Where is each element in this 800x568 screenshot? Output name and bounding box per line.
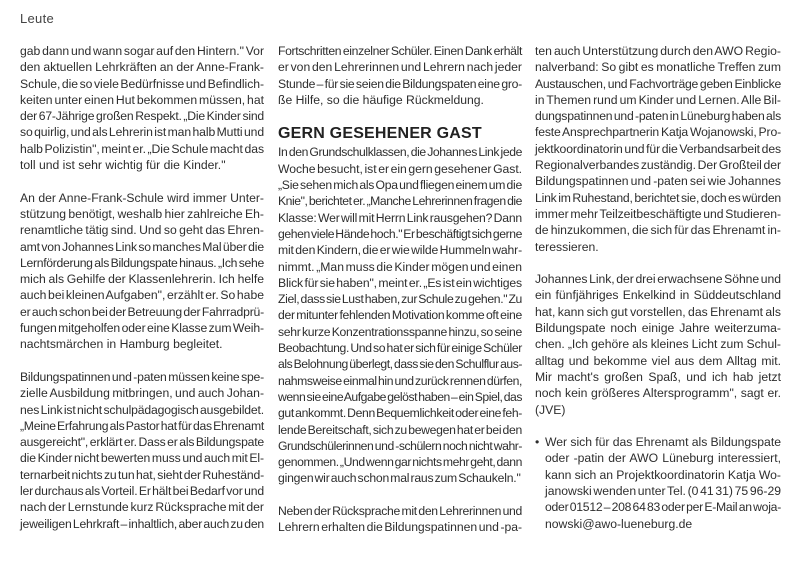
text-line: wenn sie eine Aufgabe gelöst haben – ein Spiel, das bbox=[278, 389, 522, 404]
paragraph bbox=[20, 190, 264, 353]
text-line: immer mehr Teilzeitbeschäftigte und Studieren- bbox=[535, 206, 781, 221]
text-line: nalverband: So gibt es monatliche Treffen zum bbox=[535, 60, 781, 75]
text-line: er von den Lehrerinnen und Lehrern nach jeder bbox=[278, 60, 522, 75]
text-line: ten auch Unterstützung durch den AWO Regio- bbox=[535, 44, 781, 58]
text-line: er auch schon bei der Betreuung der Fahrradprü- bbox=[20, 304, 264, 319]
text-line: mit den Kindern, die er wie wilde Hummeln wahr- bbox=[278, 243, 522, 258]
text-line: gab dann und wann sogar auf den Hintern." Vor bbox=[20, 44, 264, 58]
text-line: nes Link ist nicht schulpädagogisch ausgebildet. bbox=[20, 402, 264, 417]
text-line: ternarbeit nichts zu tun hat, sieht der Ruheständ- bbox=[20, 467, 264, 482]
text-line: gehen viele Hände hoch." Er beschäftigt sich gerne bbox=[278, 226, 522, 241]
text-line: mich als Gehilfe der Klassenlehrerin. Ich helfe bbox=[20, 272, 264, 287]
text-line: oder 01512 – 208 64 83 oder per E-Mail an woja- bbox=[545, 500, 781, 515]
section-label: Leute bbox=[20, 11, 55, 26]
text-line: Woche besucht, ist er ein gern gesehener Gast. bbox=[278, 161, 522, 176]
text-line: Bildungspatinnen und -paten müssen keine spe- bbox=[20, 369, 264, 384]
text-line: oder -patin der AWO Lüneburg interessiert, bbox=[545, 451, 781, 466]
text-line: Bildungspatinnen und -paten sei wie Johannes bbox=[535, 174, 781, 189]
text-line: nahmsweise einmal hin und zurück rennen dürfen, bbox=[278, 373, 522, 388]
text-line: teressieren. bbox=[535, 239, 599, 254]
text-line: der mitunter fehlenden Motivation komme oft eine bbox=[278, 308, 522, 323]
text-line: „Sie sehen mich als Opa und fliegen einem um die bbox=[278, 178, 522, 193]
text-line: Mir macht's großen Spaß, und ich hab jetzt bbox=[535, 369, 781, 384]
text-line: Lehrern erhalten die Bildungspatinnen und -pa- bbox=[278, 520, 522, 535]
article-column-1 bbox=[20, 43, 264, 548]
text-line: toll und ist sehr wichtig für die Kinder." bbox=[20, 158, 226, 173]
text-line: Schule, die so viele Bedürfnisse und Befindlich- bbox=[20, 76, 264, 91]
paragraph bbox=[278, 144, 522, 486]
text-line: genommen. „Und wenn gar nichts mehr geht, dann bbox=[278, 455, 522, 470]
text-line: Klasse: Wer will mit Herrn Link rausgehen? Dann bbox=[278, 210, 522, 225]
text-line: nachtsmärchen in Hamburg begleitet. bbox=[20, 337, 223, 352]
text-line: Knie", berichtet er. „Manche Lehrerinnen fragen die bbox=[278, 194, 522, 209]
text-line: Lernförderung als Bildungspate hinaus. „Ich sehe bbox=[20, 255, 264, 270]
paragraph bbox=[278, 503, 522, 536]
text-line: de hinzukommen, die sich für das Ehrenamt in- bbox=[535, 223, 781, 238]
text-line: ein fünfjähriges Enkelkind in Süddeutschland bbox=[535, 288, 781, 303]
text-line: ße Hilfe, so die häufige Rückmeldung. bbox=[278, 92, 484, 107]
text-line: alltag und bekomme viel aus dem Alltag mit. bbox=[535, 353, 781, 368]
bullet-icon: • bbox=[535, 435, 540, 450]
text-line: kann sich an Projektkoordinatorin Katja Wo- bbox=[545, 467, 781, 482]
article-column-3 bbox=[535, 43, 781, 548]
text-line: gut ankommt. Denn Bequemlichkeit oder eine feh- bbox=[278, 406, 522, 421]
text-line: In den Grundschulklassen, die Johannes Link jede bbox=[278, 145, 522, 160]
paragraph bbox=[20, 43, 264, 173]
text-line: Johannes Link, der drei erwachsene Söhne und bbox=[535, 272, 781, 287]
text-line: fungen mitgeholfen oder eine Klasse zum Weih- bbox=[20, 321, 264, 336]
text-line: keiten unter einen Hut bekommen müssen, hat bbox=[20, 92, 264, 107]
text-line: Neben der Rücksprache mit den Lehrerinnen und bbox=[278, 504, 522, 519]
text-line: zielle Ausbildung mitbringen, und auch Johan- bbox=[20, 386, 264, 401]
text-line: stützung benötigt, weshalb hier zahlreiche Eh- bbox=[20, 206, 264, 221]
text-line: Beobachtung. Und so hat er sich für einige Schüler bbox=[278, 341, 522, 356]
text-line: ler durchaus als Vorteil. Er hält bei Bedarf vor und bbox=[20, 484, 264, 499]
text-line: noch kein größeres Altersprogramm", sagt er. bbox=[535, 386, 781, 401]
text-line: Stunde – für sie seien die Bildungspaten eine gro- bbox=[278, 76, 522, 91]
article-column-2 bbox=[278, 43, 522, 552]
text-line: Bildungspate noch einige Jahre weiterzuma- bbox=[535, 321, 781, 336]
text-line: feste Ansprechpartnerin Katja Wojanowski, Pro- bbox=[535, 125, 781, 140]
text-line: nimmt. „Man muss die Kinder mögen und einen bbox=[278, 259, 522, 274]
text-line: lende Bereitschaft, sich zu bewegen hat er bei den bbox=[278, 422, 522, 437]
text-line: auch bei kleinen Aufgaben", erzählt er. So habe bbox=[20, 288, 264, 303]
text-line: nowski@awo-lueneburg.de bbox=[545, 516, 693, 531]
text-line: Grundschülerinnen und -schülern noch nicht wahr- bbox=[278, 438, 522, 453]
text-line: sehr kurze Konzentrationsspanne hinzu, so seine bbox=[278, 324, 522, 339]
text-line: renamtliche tätig sind. Und so geht das Ehren- bbox=[20, 223, 264, 238]
text-line: nach der Lernstunde kurz Rücksprache mit der bbox=[20, 500, 264, 515]
text-line: so quirlig, und als Lehrerin ist man halb Mutti und bbox=[20, 125, 264, 140]
text-line: gingen wir auch schon mal raus zum Schaukeln." bbox=[278, 471, 521, 486]
text-line: Ziel, dass sie Lust haben, zur Schule zu gehen." Zu bbox=[278, 292, 522, 307]
text-line: dungspatinnen und -paten in Lüneburg haben als bbox=[535, 109, 781, 124]
contact-info-bullet bbox=[535, 434, 781, 532]
paragraph bbox=[278, 43, 522, 108]
text-line: die Kinder nicht bewerten muss und auch mit El- bbox=[20, 451, 264, 466]
text-line: jektkoordinatorin und für die Verbandsarbeit des bbox=[535, 141, 781, 156]
text-line: der 67-Jährige großen Respekt. „Die Kinder sind bbox=[20, 109, 264, 124]
text-line: in Themen rund um Kinder und Lernen. Alle Bil- bbox=[535, 92, 781, 107]
text-line: „Meine Erfahrung als Pastor hat für das Ehrenamt bbox=[20, 418, 264, 433]
text-line: Link im Ruhestand, berichtet sie, doch es würden bbox=[535, 190, 781, 205]
text-line: Blick für sie haben", meint er. „Es ist ein wichtiges bbox=[278, 275, 522, 290]
text-line: chen. „Ich gehöre als kleines Licht zum Schul- bbox=[535, 337, 781, 352]
paragraph bbox=[535, 43, 781, 255]
text-line: halb Polizistin", meint er. „Die Schule macht das bbox=[20, 141, 264, 156]
text-line: hat, kann sich gut vorstellen, das Ehrenamt als bbox=[535, 304, 781, 319]
text-line: An der Anne-Frank-Schule wird immer Unter- bbox=[20, 190, 264, 205]
text-line: Regionalverbandes zuständig. Der Großteil der bbox=[535, 158, 781, 173]
text-line: (JVE) bbox=[535, 402, 566, 417]
text-line: als Belohnung überlegt, dass sie den Schulflur aus- bbox=[278, 357, 522, 372]
text-line: den aktuellen Lehrkräften an der Anne-Frank- bbox=[20, 60, 264, 75]
paragraph bbox=[535, 271, 781, 418]
text-line: jeweiligen Lehrkraft – inhaltlich, aber auch zu den bbox=[20, 516, 264, 531]
text-line: Fortschritten einzelner Schüler. Einen Dank erhält bbox=[278, 44, 522, 58]
text-line: amt von Johannes Link so manches Mal über die bbox=[20, 239, 264, 254]
text-line: Austauschen, und Fachvorträge geben Einblicke bbox=[535, 76, 781, 91]
text-line: janowski wenden unter Tel. (0 41 31) 75 96-29 bbox=[545, 484, 781, 499]
text-line: ausgereicht", erklärt er. Dass er als Bildungspate bbox=[20, 435, 264, 450]
subheading: GERN GESEHENER GAST bbox=[278, 125, 482, 143]
text-line: Wer sich für das Ehrenamt als Bildungspate bbox=[545, 435, 781, 450]
paragraph bbox=[20, 369, 264, 532]
